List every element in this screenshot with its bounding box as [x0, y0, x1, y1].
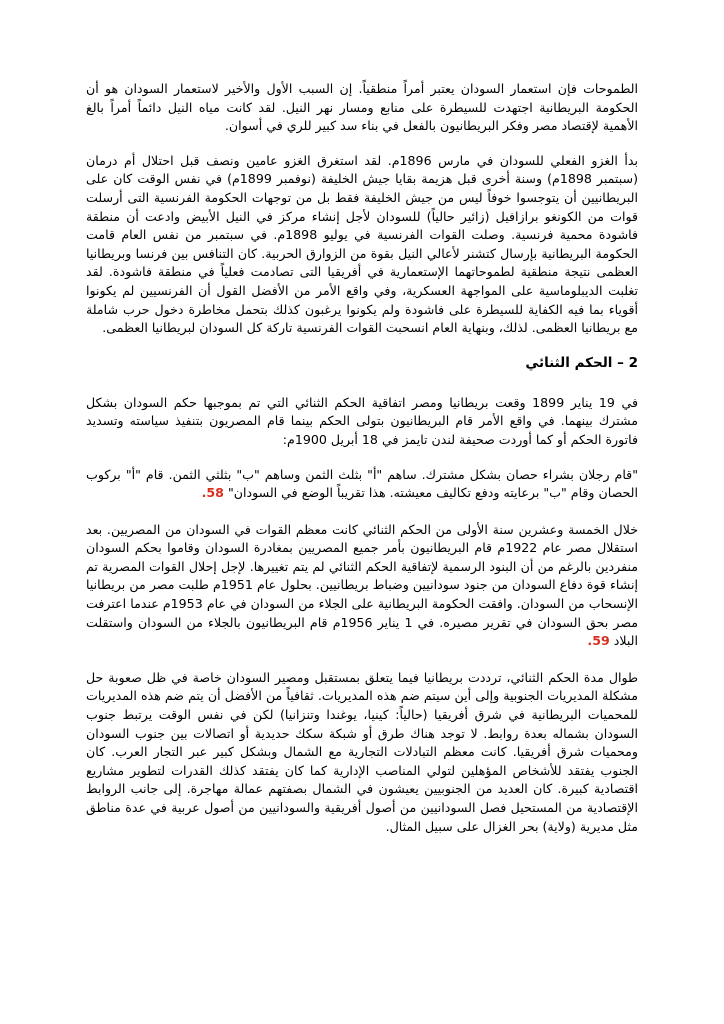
paragraph-condominium: في 19 يناير 1899 وقعت بريطانيا ومصر اتفاقية الحكم الثنائي التي تم بموجبها حكم السودان بشكل مشترك بينهما. في واقع الأمر قام البريطانيون بتولى الحكم بينما قام المصريون بتنفيذ سياسته وتسديد فاتورة الحكم أو كما أوردت صحيفة لندن تايمز في 18 أبريل 1900م: [86, 394, 638, 447]
footnote-ref-59[interactable]: 59. [587, 633, 610, 649]
footnote-ref-58[interactable]: 58. [201, 485, 224, 501]
paragraph-quote [86, 466, 638, 503]
paragraph-southern-provinces: طوال مدة الحكم الثنائي، ترددت بريطانيا فيما يتعلق بمستقبل ومصير السودان خاصة في ظل صعوبة حل مشكلة المديريات الجنوبية وإلى أين سيتم ضم هذه المديريات. ثقافياً من الأفضل أن يتم ضم هذه المديريات للمحميات البريطانية في شرق أفريقيا (حالياً: كينيا، يوغندا وتنزانيا) لكن في نفس الوقت يرتبط جنوب السودان بشماله بعدة روابط. لا توجد هناك طرق أو شبكة سكك حديدية أو اتصالات بين جنوب السودان ومحميات شرق أفريقيا. كانت معظم التبادلات التجارية مع الشمال وبشكل كبير عبر التجار العرب. كان الجنوب يفتقد للأشخاص المؤهلين لتولي المناصب الإدارية كما كان يفتقد كذلك القدرات لتطوير مشاريع اقتصادية كبيرة. كان العديد من الجنوبيين يعيشون في الشمال بصفتهم عمالة مهاجرة. إلى جانب الروابط الإقتصادية من المستحيل فصل السودانيين من أصول أفريقية والسودانيين من أصول عربية في عدة مناطق مثل مديرية (ولاية) بحر الغزال على سبيل المثال. [86, 669, 638, 834]
paragraph-egyptian-forces [86, 521, 638, 651]
paragraph-intro: الطموحات فإن استعمار السودان يعتبر أمراً منطقياً. إن السبب الأول والأخير لاستعمار السودان هو أن الحكومة البريطانية اجتهدت للسيطرة على منابع ومسار نهر النيل. لقد كانت مياه النيل دائماً أمراً بالغ الأهمية لإقتصاد مصر وفكر البريطانيون بالفعل في بناء سد كبير للري في أسوان. [86, 81, 638, 134]
quote-text: "قام رجلان بشراء حصان بشكل مشترك. ساهم "أ" بثلث الثمن وساهم "ب" بثلثي الثمن. قام "أ" بركوب الحصان وقام "ب" برعايته ودفع تكاليف معيشته. هذا تقريباً الوضع في السودان" [86, 466, 638, 501]
section-heading: 2 – الحكم الثنائي [525, 354, 638, 371]
paragraph-egyptian-forces-text: خلال الخمسة وعشرين سنة الأولى من الحكم الثنائي كانت معظم القوات في السودان من المصريين. بعد استقلال مصر عام 1922م قام البريطانيون بأمر جميع المصريين بمغادرة السودان وقاموا بحكم السودان منفردين بالرغم من أن البنود الرسمية لإتفاقية الحكم الثنائي لم يتم تغييرها. لإجل إحلال القوات المصرية تم إنشاء قوة دفاع السودان من جنود سودانيين وضباط بريطانيين. بحلول عام 1951م طلبت مصر من بريطانيا الإنسحاب من السودان. وافقت الحكومة البريطانية على الجلاء من السودان في عام 1953م عندما اعترفت مصر بحق السودان في تقرير مصيره. في 1 يناير 1956م قام البريطانيون بالجلاء من السودان واستقلت البلاد [86, 521, 638, 649]
paragraph-invasion: بدأ الغزو الفعلي للسودان في مارس 1896م. لقد استغرق الغزو عامين ونصف قبل احتلال أم درمان (سبتمبر 1898م) وسنة أخرى قبل هزيمة بقايا جيش الخليفة (نوفمبر 1899م) في نفس الوقت كان على البريطانيين أن يتوجسوا خوفاً ليس من جيش الخليفة فقط بل من توجهات الحكومة الفرنسية التى أرسلت قوات من الكونغو برازافيل (زائير حالياً) للسودان لأجل إنشاء مركز في النيل الأبيض وادعت أن منطقة فاشودة محمية فرنسية. وصلت القوات الفرنسية في يوليو 1898م. في سبتمبر من نفس العام قامت الحكومة البريطانية بإرسال كتشنر لأعالي النيل بقوة من الزوارق الحربية. كان التنافس بين فرنسا وبريطانيا العظمى نتيجة منطقية لطموحاتهما الإستعمارية في أفريقيا التى تصادمت فعلياً في منطقة فاشودة. لقد تغلبت الديبلوماسية على المواجهة العسكرية، وفي واقع الأمر من الأفضل القول أن الفرنسيين لم يكونوا أقوياء بما فيه الكفاية للسيطرة على فاشودة ولم يكونوا يرغبون كذلك بتحمل مخاطرة دخول حرب شاملة مع بريطانيا العظمى. لذلك، وبنهاية العام انسحبت القوات الفرنسية تاركة كل السودان لبريطانيا العظمى. [86, 152, 638, 336]
